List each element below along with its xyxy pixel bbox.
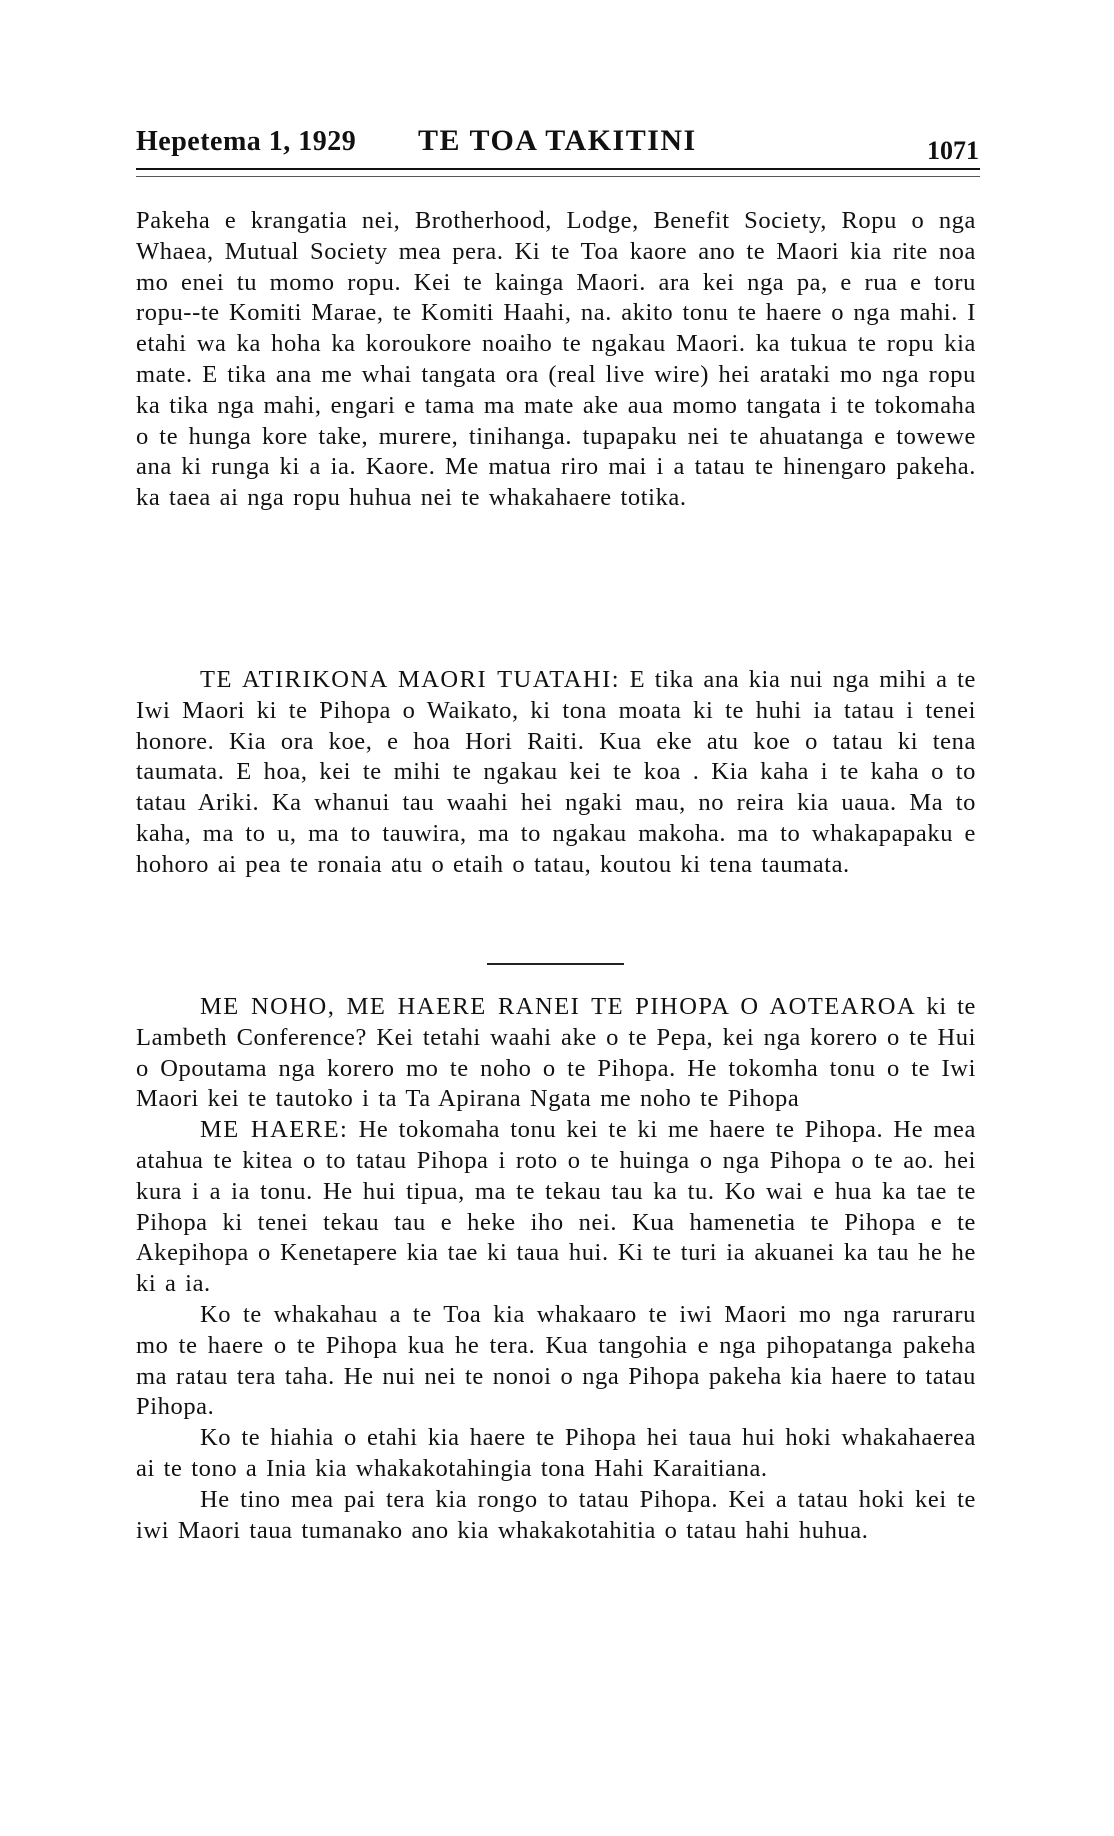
article-section-bishop (136, 992, 976, 1546)
header-rule-thin (136, 176, 980, 177)
paragraph: He tino mea pai tera kia rongo to tatau Pihopa. Kei a tatau hoki kei te iwi Maori taua tumanako ano kia whakakotahitia o tatau hahi huhua. (136, 1485, 976, 1544)
article-section-archdeacon (136, 665, 976, 881)
paragraph: Ko te whakahau a te Toa kia whakaaro te iwi Maori mo nga raruraru mo te haere o te Pihopa kua he tera. Kua tangohia e nga pihopatanga pakeha ma ratau tera taha. He nui nei te nonoi o nga Pihopa pakeha kia haere to tatau Pihopa. (136, 1300, 976, 1421)
section-heading: ME NOHO, ME HAERE RANEI TE PIHOPA O AOTEAROA (200, 993, 917, 1020)
paragraph-text: ki te Lambeth Conference? Kei tetahi waahi ake o te Pepa, kei nga korero o te Hui o Opoutama nga korero mo te noho o te Pihopa. He tokomha tonu o te Iwi Maori kei te tautoko i ta Ta Apirana Ngata me noho te Pihopa (136, 993, 976, 1113)
publication-title: TE TOA TAKITINI (418, 124, 697, 157)
section-heading: TE ATIRIKONA MAORI TUATAHI: (200, 666, 621, 693)
header-rule (136, 168, 980, 170)
page-number: 1071 (927, 136, 979, 165)
subheading: ME HAERE: (200, 1116, 349, 1144)
paragraph: Pakeha e krangatia nei, Brotherhood, Lodge, Benefit Society, Ropu o nga Whaea, Mutual Society mea pera. Ki te Toa kaore ano te Maori kia rite noa mo enei tu momo ropu. Kei te kainga Maori. ara kei nga pa, e rua e toru ropu--te Komiti Marae, te Komiti Haahi, na. akito tonu te haere o nga mahi. I etahi wa ka hoha ka koroukore noaiho te ngakau Maori. ka tukua te ropu kia mate. E tika ana me whai tangata ora (real live wire) hei arataki mo nga ropu ka tika nga mahi, engari e tama ma mate ake aua momo tangata i te tokomaha o te hunga kore take, murere, tinihanga. tupapaku nei te ahuatanga e towewe ana ki runga ki a ia. Kaore. Me matua riro mai i a tatau te hinengaro pakeha. ka taea ai nga ropu huhua nei te whakahaere totika. (136, 207, 976, 512)
paragraph (136, 665, 976, 881)
paragraph-text: E tika ana kia nui nga mihi a te Iwi Maori ki te Pihopa o Waikato, ki tona moata ki te huhi ia tatau i tenei honore. Kia ora koe, e hoa Hori Raiti. Kua eke atu koe o tatau ki tena taumata. E hoa, kei te mihi te ngakau kei te koa . Kia kaha i te kaha o to tatau Ariki. Ka whanui tau waahi hei ngaki mau, no reira kia uaua. Ma to kaha, ma to u, ma to tauwira, ma to ngakau makoha. ma to whakapapaku e hohoro ai pea te ronaia atu o etaih o tatau, koutou ki tena taumata. (136, 666, 976, 878)
paragraph: Ko te hiahia o etahi kia haere te Pihopa hei taua hui hoki whakahaerea ai te tono a Inia kia whakakotahingia tona Hahi Karaitiana. (136, 1424, 976, 1482)
paragraph-text: He tokomaha tonu kei te ki me haere te Pihopa. He mea atahua te kitea o to tatau Pihopa i roto o te huinga o nga Pihopa o te ao. hei kura i a ia tonu. He hui tipua, ma te tekau tau ka tu. Ko wai e hua ka tae te Pihopa ki tenei tekau tau e heke iho nei. Kua hamenetia te Pihopa e te Akepihopa o Kenetapere kia tae ki taua hui. Ki te turi ia akuanei ka tau he he ki a ia. (136, 1116, 977, 1298)
section-divider (487, 963, 624, 965)
paragraph (136, 1115, 976, 1300)
header-date: Hepetema 1, 1929 (136, 126, 357, 157)
paragraph (136, 992, 976, 1115)
running-header (136, 124, 979, 168)
article-section-societies (136, 206, 976, 514)
